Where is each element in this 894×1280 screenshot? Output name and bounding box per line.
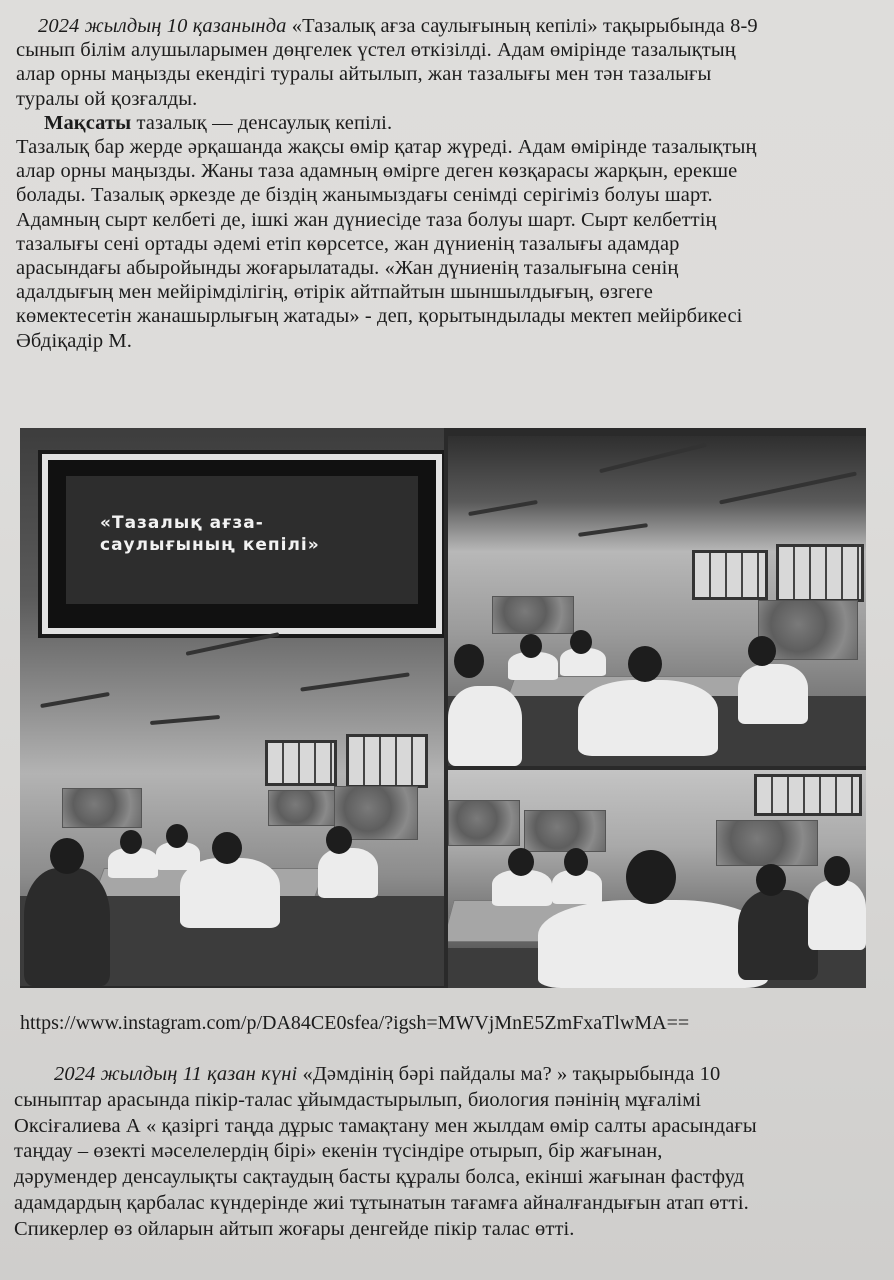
classroom-photo-bottom-right [448,770,866,988]
text-line: таңдау – өзекті мәселелердің бірі» екенін түсіндіре отырып, бір жағынан, [14,1140,663,1163]
text-line: сыныптар арасында пікір-талас ұйымдастырылып, биология пәнінің мұғалімі [14,1088,702,1111]
student [448,686,522,766]
student [24,868,110,986]
text-line: Тазалық бар жерде әрқашанда жақсы өмір қатар жүреді. Адам өмірінде тазалықтың [16,136,757,159]
paragraph-roundtable [16,14,874,353]
classroom-window [692,550,768,600]
classroom-photo-screen [20,428,444,986]
text-line: алар орны маңызды екендігі туралы айтылып, жан тазалығы мен тән тазалығы [16,63,712,86]
text-line: дәрумендер денсаулықты сақтаудың басты құралы болса, екінші жағынан фастфуд [14,1166,745,1189]
ceiling-light [186,632,280,656]
text-line: арасындағы абыройынды жоғарылатады. «Жан дүниенің тазалығына сенің [16,257,679,280]
wall-map [268,790,336,826]
student [738,664,808,724]
text-line: Әбдіқадір М. [16,329,132,352]
wall-map [524,810,606,852]
ceiling-light [300,672,409,691]
text-line: Оксіғалиева А « қазіргі таңда дұрыс тамақтану мен жылдам өмір салты арасындағы [14,1114,757,1137]
presentation-screen [42,454,442,634]
text-line: болады. Тазалық әркезде де біздің жанымыздағы сенімді серігіміз болуы шарт. [16,184,713,207]
text-line: Адамның сырт келбеті де, ішкі жан дүниесіде таза болуы шарт. Сырт келбеттің [16,208,717,231]
text-line: адалдығың мен мейірімділігің, өтірік айтпайтын шыншылдығың, өзгеге [16,281,653,304]
classroom-window [776,544,864,602]
wall-map [62,788,142,828]
text-line: 2024 жылдың 11 қазан күні «Дәмдінің бәрі пайдалы ма? » тақырыбында 10 [54,1063,721,1085]
classroom-window [346,734,428,788]
text-line: адамдардың қарбалас күндерінде жиі тұтынатын тағамға айналғандығын атап өтті. [14,1191,749,1214]
student [538,900,768,988]
text-line: көмектесетін жанашырлығың жатады» - деп, қорытындылады мектеп мейірбикесі [16,305,743,328]
text-line: 2024 жылдың 10 қазанында «Тазалық ағза саулығының кепілі» тақырыбында 8-9 [38,15,758,37]
event-date: 2024 жылдың 10 қазанында [38,15,287,37]
paragraph-debate [14,1062,880,1243]
ceiling-light [40,692,110,708]
goal-label: Мақсаты [44,111,132,134]
screen-title: «Тазалық ағза-саулығының кепілі» [100,513,320,555]
text-line: туралы ой қозғалды. [16,87,198,110]
goal-line [16,111,874,135]
classroom-photo-top-right [448,436,866,766]
classroom-window [265,740,337,786]
event-date: 2024 жылдың 11 қазан күні [54,1063,298,1085]
photo-collage [20,428,866,988]
ceiling-light [150,715,220,725]
wall-map [448,800,520,846]
wall-map [716,820,818,866]
text-line: сынып білім алушыларымен дөңгелек үстел өткізілді. Адам өмірінде тазалықтың [16,39,736,62]
student [318,848,378,898]
text-line: тазалығы сені ортады әдемі етіп көрсетсе, жан дүниенің тазалығы адамдар [16,232,680,255]
instagram-link[interactable]: https://www.instagram.com/p/DA84CE0sfea/?igsh=MWVjMnE5ZmFxaTlwMA== [20,1012,690,1034]
student [738,890,818,980]
student [578,680,718,756]
text-line: алар орны маңызды. Жаны таза адамның өмірге деген көзқарасы жарқын, ерекше [16,160,738,183]
student [808,880,866,950]
goal-text: тазалық — денсаулық кепілі. [131,111,393,134]
wall-map [492,596,574,634]
classroom-window [754,774,862,816]
text-line: Спикерлер өз ойларын айтып жоғары денгейде пікір талас өтті. [14,1217,575,1240]
